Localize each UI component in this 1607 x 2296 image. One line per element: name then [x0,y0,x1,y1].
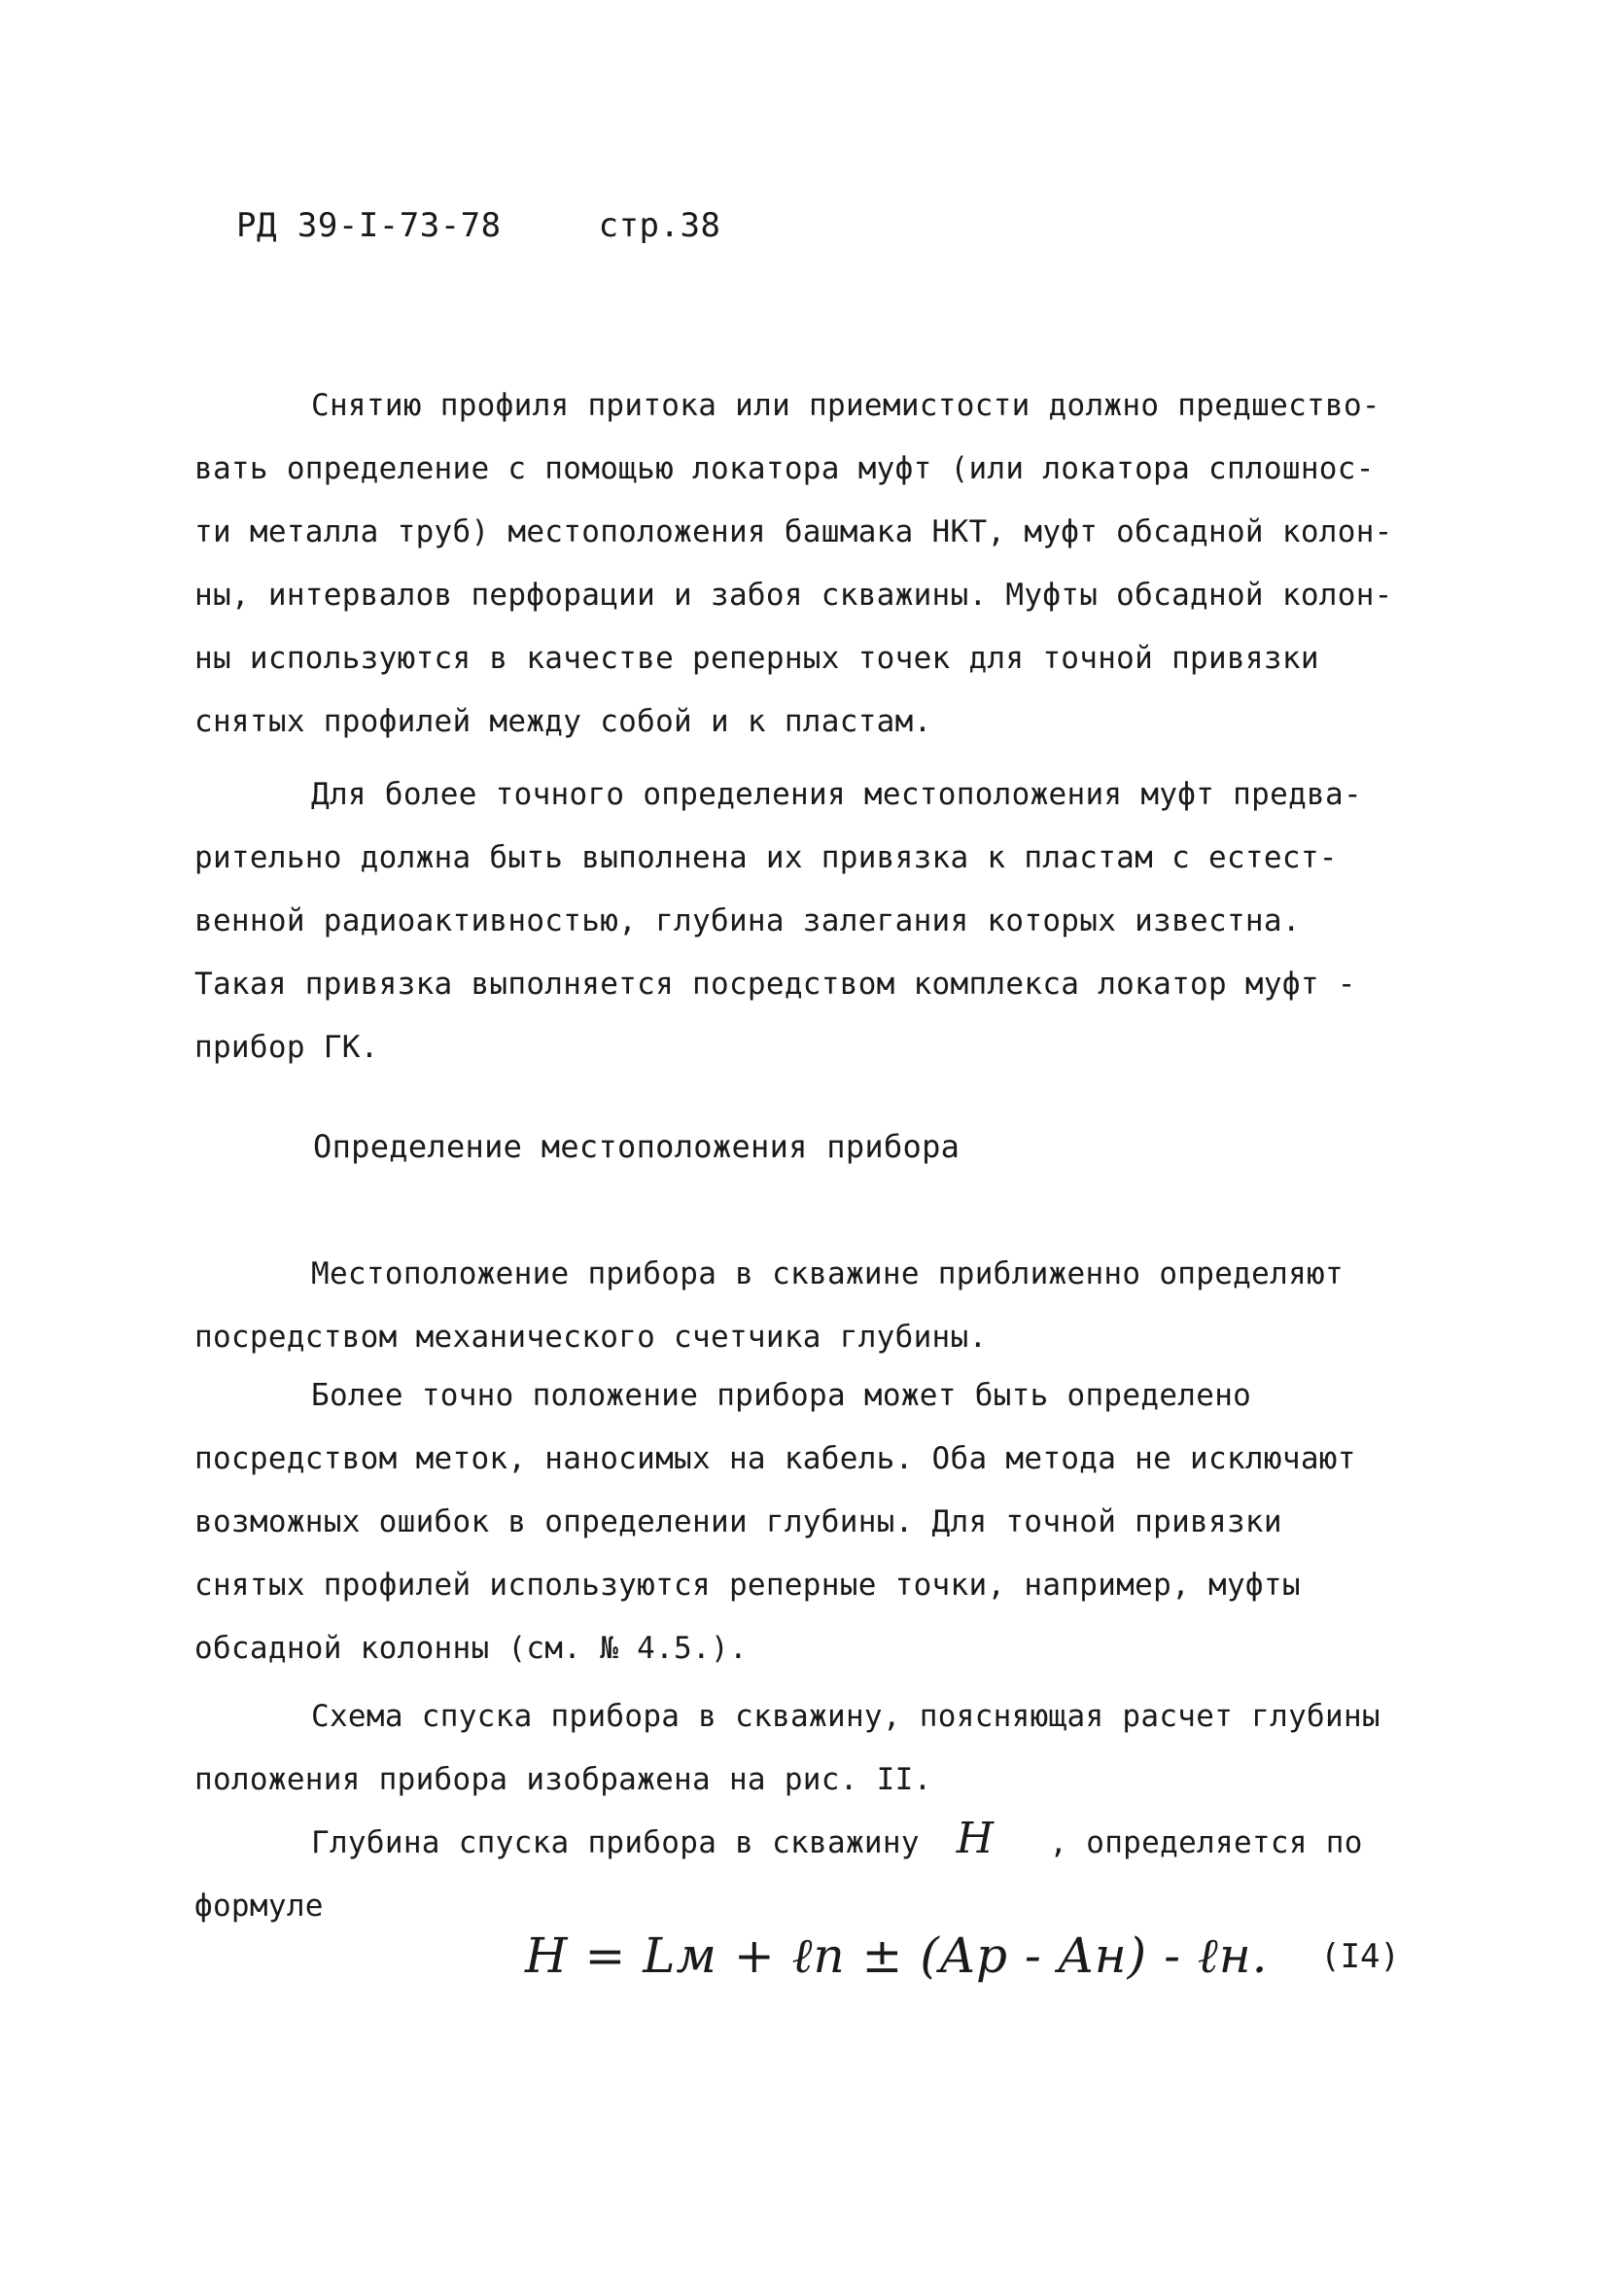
text-line: посредством меток, наносимых на кабель. Оба метода не исключают [194,1441,1356,1476]
text-line: ны используются в качестве реперных точек для точной привязки [194,641,1319,676]
text-line: положения прибора изображена на рис. II. [194,1762,932,1797]
paragraph-5 [194,1685,1439,1812]
paragraph-2 [194,763,1439,1079]
text-line: обсадной колонны (см. № 4.5.). [194,1631,748,1666]
text-line: возможных ошибок в определении глубины. Для точной привязки [194,1504,1282,1539]
text-line: венной радиоактивностью, глубина залегания которых известна. [194,903,1301,938]
paragraph-6 [194,1807,1439,1938]
text-line: рительно должна быть выполнена их привязка к пластам с естест- [194,840,1338,875]
text-line: Снятию профиля притока или приемистости должно предшество- [311,388,1380,423]
text-fragment: Глубина спуска прибора в скважину [311,1825,920,1860]
text-line: ны, интервалов перфорации и забоя скважины. Муфты обсадной колон- [194,578,1393,613]
text-line: прибор ГК. [194,1030,379,1065]
text-fragment: , определяется по [1049,1825,1363,1860]
text-line: Местоположение прибора в скважине приближенно определяют [311,1256,1344,1291]
section-heading: Определение местоположения прибора [313,1128,961,1165]
text-line: посредством механического счетчика глубины. [194,1320,988,1355]
text-line: Схема спуска прибора в скважину, поясняющая расчет глубины [311,1699,1380,1734]
document-code: РД 39-I-73-78 [236,206,502,245]
depth-formula: H = Lм + ℓп ± (Ap - Aн) - ℓн. [525,1927,1269,1984]
text-line: снятых профилей используются реперные точки, например, муфты [194,1568,1301,1603]
text-line: формуле [194,1889,324,1924]
formula-row [525,1927,1400,2015]
text-line: Более точно положение прибора может быть определено [311,1378,1252,1413]
text-line [194,1807,1439,1875]
page-header [236,206,720,245]
text-line: Для более точного определения местоположения муфт предва- [311,777,1362,812]
paragraph-4 [194,1364,1439,1680]
text-line: снятых профилей между собой и к пластам. [194,704,932,739]
text-line: ти металла труб) местоположения башмака НКТ, муфт обсадной колон- [194,514,1393,549]
paragraph-3 [194,1243,1439,1369]
equation-number: (I4) [1320,1937,1400,1976]
text-line: вать определение с помощью локатора муфт (или локатора сплошнос- [194,451,1375,486]
page-number: стр.38 [598,206,721,245]
paragraph-1 [194,374,1439,754]
text-line: Такая привязка выполняется посредством комплекса локатор муфт - [194,967,1356,1002]
depth-symbol: H [956,1814,995,1863]
